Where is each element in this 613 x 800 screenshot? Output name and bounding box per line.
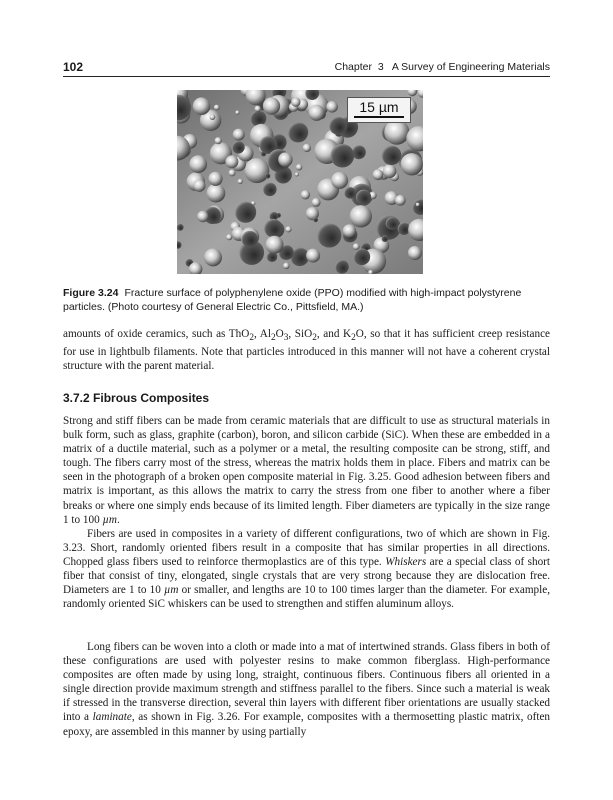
paragraph-continuation: amounts of oxide ceramics, such as ThO$_2$, $Al_2O_3$, SiO$_2$, and $K_2O$, so that it has sufficient creep resistance for use in lightbulb filaments. Note that particles introduced in this manner will not have a coherent crystal structure with the parent material. [63, 328, 550, 373]
sem-particle [382, 235, 389, 242]
term-whiskers: Whiskers [385, 556, 427, 569]
sem-particle [232, 141, 245, 154]
running-head: Chapter 3 A Survey of Engineering Materials [334, 61, 550, 73]
sem-particle [331, 144, 355, 168]
sem-particle [215, 137, 222, 144]
sem-particle [296, 164, 302, 170]
sem-particle [238, 179, 243, 184]
sem-particle [226, 234, 232, 240]
sem-particle [326, 101, 338, 113]
scale-text: 15 µm [359, 99, 399, 115]
figure-label: Figure 3.24 [63, 287, 119, 299]
sem-particle [416, 203, 420, 207]
sem-particle [306, 249, 320, 263]
sem-particle [244, 158, 269, 183]
page-number: 102 [63, 60, 84, 74]
sem-particle [353, 243, 360, 250]
scale-bar-label [347, 97, 411, 123]
sem-particle [193, 179, 205, 191]
term-laminate: laminate [92, 711, 132, 724]
sem-particle [408, 246, 422, 260]
sem-particle [308, 105, 324, 121]
sem-particle [350, 205, 372, 227]
sem-particle [386, 217, 399, 230]
sem-particle [225, 155, 238, 168]
sem-particle [313, 218, 318, 223]
paragraph: Fibers are used in composites in a variety of different configurations, two of which are shown in Fig. 3.23. Short, randomly oriented fibers result in a composite that has similar properties in all directions. Chopped glass fibers used to reinforce thermoplastics are of this type. Whiskers are a special class of short fiber that consist of tiny, elongated, single crystals that are very strong because they are dislocation free. Diameters are 1 to 10 µm or smaller, and lengths are 10 to 100 times larger than the diameter. For example, randomly oriented SiC whiskers can be used to strengthen and stiffen aluminum alloys. [63, 528, 551, 611]
sem-particle [301, 190, 310, 199]
sem-particle [210, 114, 216, 120]
scale-bar [354, 116, 404, 118]
sem-particle [295, 172, 299, 176]
page-header [63, 60, 550, 74]
section-heading: 3.7.2 Fibrous Composites [63, 391, 210, 405]
figure-photo [177, 90, 423, 274]
sem-particle [373, 169, 384, 180]
sem-particle [335, 260, 349, 274]
sem-particle [288, 122, 308, 142]
sem-particle [329, 117, 347, 135]
sem-particle [263, 97, 280, 114]
sem-particle [291, 98, 300, 107]
sem-particle [354, 249, 371, 266]
sem-particle [278, 152, 292, 166]
paragraph: Long fibers can be woven into a cloth or made into a mat of intertwined strands. Glass fibers in both of these configurations are used with polyester resins to make common fiberglass. High-performance composites are often made by using long, straight, continuous fibers. Continuous fibers all oriented in a single direction provide maximum strength and stiffness parallel to the fibers. Since such a material is weak if stressed in the transverse direction, several thin layers with different fiber orientations are usually stacked into a laminate, as shown in Fig. 3.26. For example, composites with a thermosetting plastic matrix, often epoxy, are assembled in this manner by using partially [63, 641, 551, 738]
sem-particle [266, 236, 284, 254]
figure-caption [63, 286, 533, 314]
sem-particle [250, 110, 266, 126]
sem-particle [382, 146, 402, 166]
sem-particle [331, 172, 348, 189]
sem-particle [214, 105, 220, 111]
sem-particle [189, 155, 207, 173]
sem-particle [263, 183, 277, 197]
sem-particle [229, 169, 236, 176]
sem-particle [264, 219, 282, 237]
sem-particle [395, 195, 406, 206]
caption-text: Fracture surface of polyphenylene oxide (PPO) modified with high-impact polystyrene particles. (Photo courtesy of General Electric Co., Pittsfield, MA.) [63, 287, 522, 313]
header-rule [63, 76, 550, 77]
sem-particle [208, 172, 222, 186]
sem-particle [204, 248, 222, 266]
sem-particle [193, 97, 211, 115]
sem-particle [343, 224, 356, 237]
sem-particle [242, 231, 258, 247]
sem-particle [265, 173, 270, 178]
sem-particle [317, 223, 341, 247]
sem-particle [235, 202, 256, 223]
sem-particle [233, 129, 245, 141]
sem-particle [255, 106, 261, 112]
sem-particle [401, 153, 423, 175]
sem-particle [283, 263, 290, 270]
sem-particle [235, 110, 239, 114]
sem-particle [344, 187, 356, 199]
sem-particle [312, 198, 321, 207]
sem-particle [197, 211, 208, 222]
sem-particle [303, 144, 311, 152]
sem-particle [285, 226, 291, 232]
sem-particle [356, 190, 371, 205]
sem-particle [383, 164, 397, 178]
sem-particle [207, 184, 226, 203]
paragraph: Strong and stiff fibers can be made from ceramic materials that are difficult to use as structural materials in bulk form, such as glass, graphite (carbon), boron, and silicon carbide (SiC). When these are embedded in a matrix of a ductile material, such as a polymer or a metal, the resulting composite can be strong, stiff, and tough. The fibers carry most of the stress, whereas the matrix holds them in place. Fibers and matrix can be seen in the photograph of a broken open composite material in Fig. 3.25. Good adhesion between fibers and matrix is important, as this allows the matrix to carry the stress from one fiber to another where a fiber breaks or where one simply ends because of its limited length. Fiber diameters are typically in the size range 1 to 100 µm. [63, 415, 550, 526]
sem-particle [384, 120, 409, 145]
